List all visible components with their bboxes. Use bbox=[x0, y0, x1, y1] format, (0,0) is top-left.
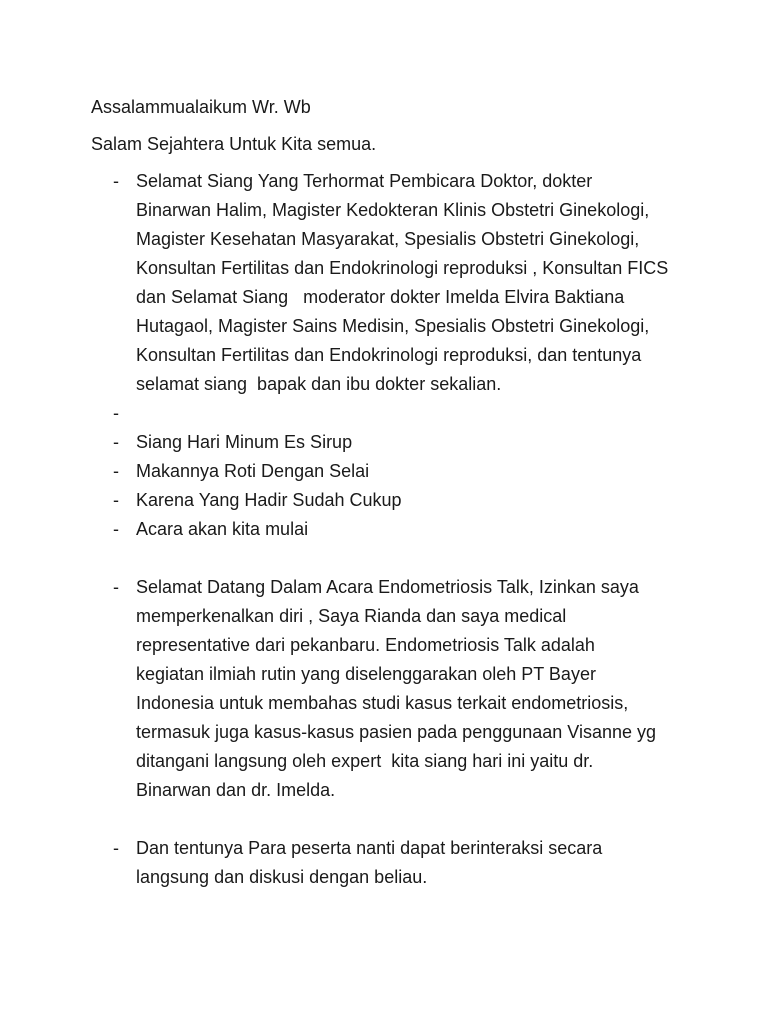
text-line: Indonesia untuk membahas studi kasus terkait endometriosis, bbox=[136, 693, 629, 713]
text-line: Makannya Roti Dengan Selai bbox=[136, 461, 370, 481]
list-item-pantun-1 bbox=[91, 428, 691, 457]
bullet-dash: - bbox=[113, 403, 119, 423]
bullet-dash: - bbox=[113, 490, 119, 510]
document-body bbox=[91, 93, 691, 892]
text-line: Konsultan Fertilitas dan Endokrinologi reproduksi , Konsultan FICS bbox=[136, 258, 669, 278]
text-line: Karena Yang Hadir Sudah Cukup bbox=[136, 490, 402, 510]
bullet-dash: - bbox=[113, 432, 119, 452]
bullet-dash: - bbox=[113, 171, 119, 191]
bullet-dash: - bbox=[113, 577, 119, 597]
bullet-dash: - bbox=[113, 838, 119, 858]
text-line: Konsultan Fertilitas dan Endokrinologi reproduksi, dan tentunya bbox=[136, 345, 642, 365]
speech-list bbox=[91, 167, 691, 892]
salutation-line: Salam Sejahtera Untuk Kita semua. bbox=[91, 134, 377, 154]
blank-spacer bbox=[91, 544, 691, 573]
text-line: memperkenalkan diri , Saya Rianda dan saya medical bbox=[136, 606, 567, 626]
text-line: Siang Hari Minum Es Sirup bbox=[136, 432, 353, 452]
greeting-line: Assalammualaikum Wr. Wb bbox=[91, 97, 311, 117]
list-item-empty bbox=[91, 399, 691, 428]
text-line: Selamat Datang Dalam Acara Endometriosis Talk, Izinkan saya bbox=[136, 577, 639, 597]
bullet-dash: - bbox=[113, 461, 119, 481]
text-line: Selamat Siang Yang Terhormat Pembicara Doktor, dokter bbox=[136, 171, 593, 191]
text-line: langsung dan diskusi dengan beliau. bbox=[136, 867, 428, 887]
text-line: Magister Kesehatan Masyarakat, Spesialis Obstetri Ginekologi, bbox=[136, 229, 640, 249]
list-item-pantun-3 bbox=[91, 486, 691, 515]
text-line: representative dari pekanbaru. Endometriosis Talk adalah bbox=[136, 635, 595, 655]
list-item-welcome bbox=[91, 573, 691, 805]
list-item-pantun-2 bbox=[91, 457, 691, 486]
blank-spacer bbox=[91, 805, 691, 834]
text-line: ditangani langsung oleh expert kita siang hari ini yaitu dr. bbox=[136, 751, 594, 771]
text-line: Binarwan dan dr. Imelda. bbox=[136, 780, 336, 800]
text-line: selamat siang bapak dan ibu dokter sekalian. bbox=[136, 374, 502, 394]
text-line: Hutagaol, Magister Sains Medisin, Spesialis Obstetri Ginekologi, bbox=[136, 316, 650, 336]
text-line: termasuk juga kasus-kasus pasien pada penggunaan Visanne yg bbox=[136, 722, 657, 742]
text-line: kegiatan ilmiah rutin yang diselenggarakan oleh PT Bayer bbox=[136, 664, 596, 684]
text-line: Dan tentunya Para peserta nanti dapat berinteraksi secara bbox=[136, 838, 603, 858]
list-item-pantun-4 bbox=[91, 515, 691, 544]
text-line: Acara akan kita mulai bbox=[136, 519, 309, 539]
list-item-opening bbox=[91, 167, 691, 399]
text-line bbox=[136, 399, 691, 428]
text-line: dan Selamat Siang moderator dokter Imelda Elvira Baktiana bbox=[136, 287, 625, 307]
text-line: Binarwan Halim, Magister Kedokteran Klinis Obstetri Ginekologi, bbox=[136, 200, 650, 220]
list-item-interaction bbox=[91, 834, 691, 892]
bullet-dash: - bbox=[113, 519, 119, 539]
